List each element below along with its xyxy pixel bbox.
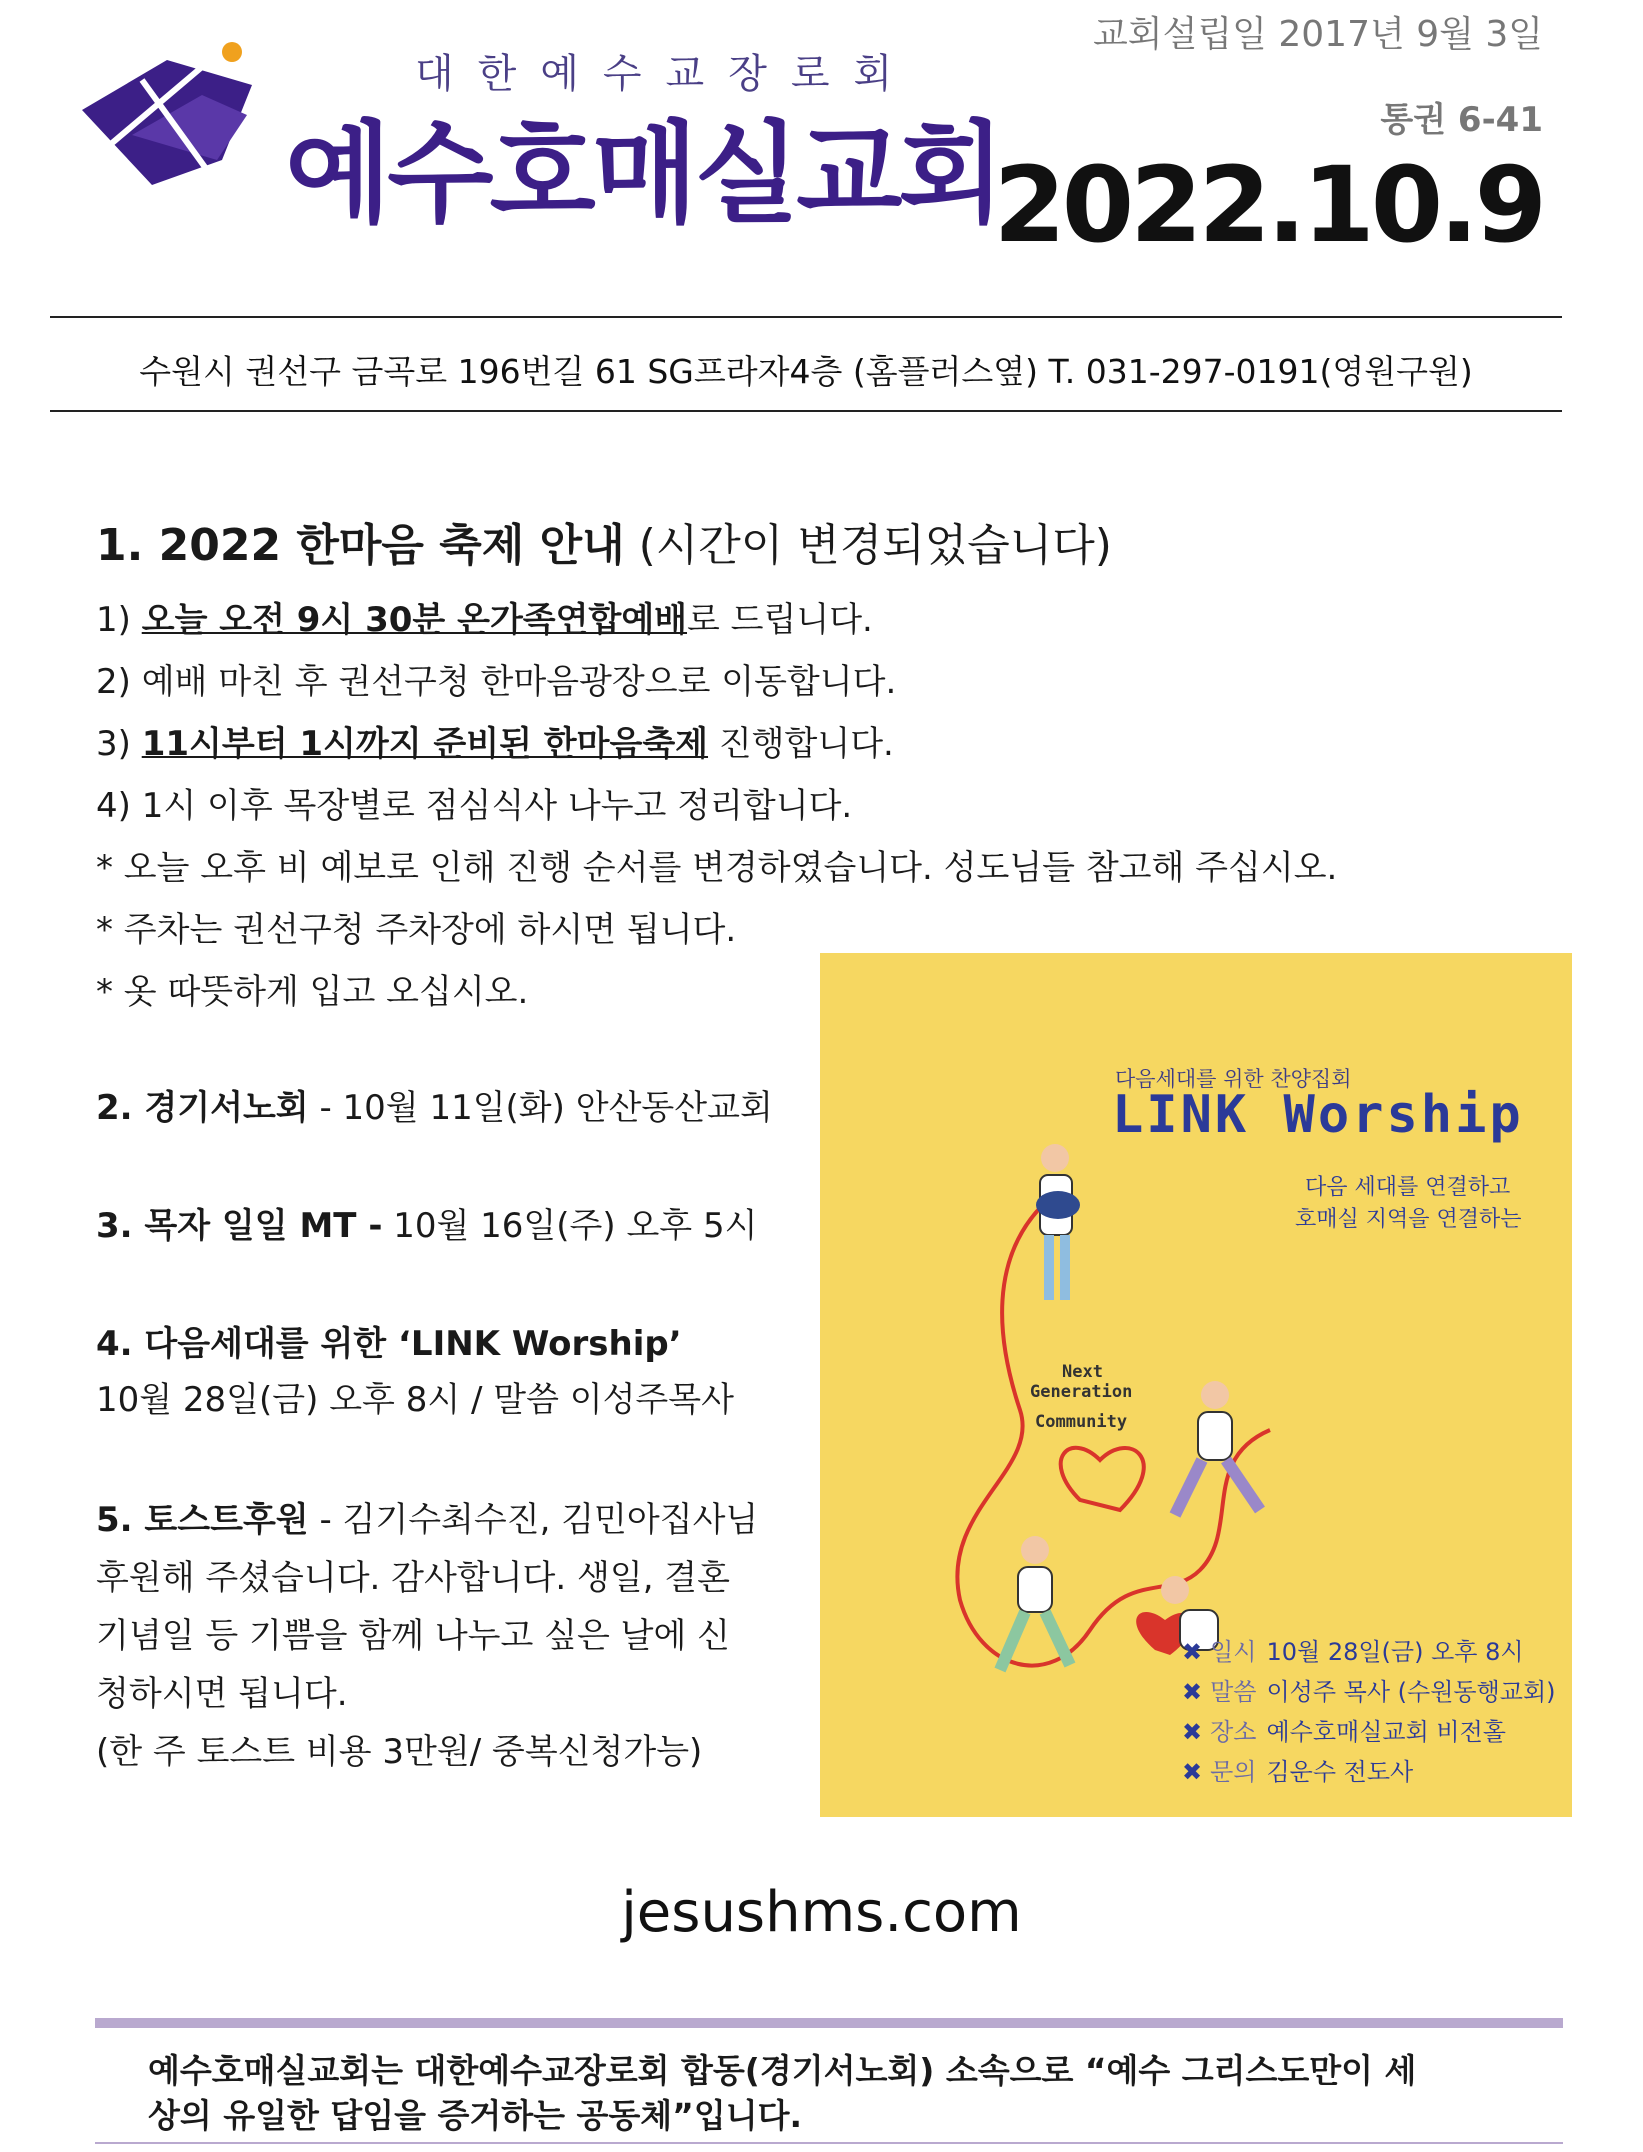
church-logo-icon bbox=[72, 40, 272, 190]
section-4-text: 10월 28일(금) 오후 8시 / 말씀 이성주목사 bbox=[96, 1380, 734, 1420]
divider bbox=[50, 316, 1562, 318]
poster-center-text: Generation bbox=[1030, 1382, 1133, 1402]
poster-info-row bbox=[1182, 1672, 1556, 1707]
section-5-text: (한 주 토스트 비용 3만원/ 중복신청가능) bbox=[96, 1732, 703, 1772]
section-1-title bbox=[96, 520, 1112, 573]
section-3 bbox=[96, 1206, 757, 1247]
poster-info-row bbox=[1182, 1712, 1506, 1747]
item-number: 3) bbox=[96, 724, 142, 764]
note-item: * 오늘 오후 비 예보로 인해 진행 순서를 변경하였습니다. 성도님들 참고해 주십시오. bbox=[96, 848, 1338, 888]
footer-divider bbox=[95, 2142, 1563, 2144]
section-1-heading: 1. 2022 한마음 축제 안내 bbox=[96, 520, 625, 571]
volume-number: 통권 6-41 bbox=[1380, 100, 1543, 140]
poster-center-text: Community bbox=[1035, 1412, 1128, 1432]
section-2-text: - 10월 11일(화) 안산동산교회 bbox=[308, 1088, 773, 1128]
section-2-title: 2. 경기서노회 bbox=[96, 1088, 309, 1128]
denomination-label: 대한예수교장로회 bbox=[415, 51, 917, 97]
poster-subtitle: 다음세대를 위한 찬양집회 bbox=[1115, 1067, 1352, 1091]
section-4-title: 4. 다음세대를 위한 ‘LINK Worship’ bbox=[96, 1324, 682, 1364]
section-3-text: 10월 16일(주) 오후 5시 bbox=[382, 1206, 758, 1246]
section-5-text: 기념일 등 기쁨을 함께 나누고 싶은 날에 신 bbox=[96, 1616, 730, 1656]
bulletin-date: 2022.10.9 bbox=[993, 144, 1543, 266]
info-key: 일시 bbox=[1210, 1638, 1257, 1666]
info-key: 말씀 bbox=[1210, 1678, 1257, 1706]
website-link[interactable]: jesushms.com bbox=[621, 1880, 1022, 1945]
section-5-text: - 김기수최수진, 김민아집사님 bbox=[308, 1500, 759, 1540]
church-address: 수원시 권선구 금곡로 196번길 61 SG프라자4층 (홈플러스옆) T. 031-297-0191(영원구원) bbox=[139, 352, 1473, 391]
section-5 bbox=[96, 1500, 758, 1541]
x-bullet-icon: ✖ bbox=[1182, 1758, 1203, 1786]
poster-info-row bbox=[1182, 1752, 1413, 1787]
item-text: 진행합니다. bbox=[708, 724, 894, 764]
list-item: 2) 예배 마친 후 권선구청 한마음광장으로 이동합니다. bbox=[96, 662, 897, 702]
section-5-title: 5. 토스트후원 bbox=[96, 1500, 309, 1540]
info-value: 김운수 전도사 bbox=[1266, 1758, 1414, 1786]
info-value: 10월 28일(금) 오후 8시 bbox=[1266, 1638, 1524, 1666]
x-bullet-icon: ✖ bbox=[1182, 1638, 1203, 1666]
footer-statement: 예수호매실교회는 대한예수교장로회 합동(경기서노회) 소속으로 “예수 그리스도만이 세 bbox=[148, 2051, 1417, 2090]
list-item: 4) 1시 이후 목장별로 점심식사 나누고 정리합니다. bbox=[96, 786, 853, 826]
footer-divider bbox=[95, 2018, 1563, 2028]
list-item bbox=[96, 724, 894, 765]
list-item bbox=[96, 600, 873, 641]
info-key: 문의 bbox=[1210, 1758, 1257, 1786]
section-5-text: 청하시면 됩니다. bbox=[96, 1674, 348, 1714]
church-name: 예수호매실교회 bbox=[285, 110, 1001, 238]
info-key: 장소 bbox=[1210, 1718, 1257, 1746]
poster-center-text: Next bbox=[1062, 1362, 1103, 1382]
founded-date: 교회설립일 2017년 9월 3일 bbox=[1093, 14, 1543, 55]
section-3-title: 3. 목자 일일 MT - bbox=[96, 1206, 383, 1246]
info-value: 이성주 목사 (수원동행교회) bbox=[1266, 1678, 1556, 1706]
poster-info-row bbox=[1182, 1632, 1524, 1667]
divider bbox=[50, 410, 1562, 412]
emphasis-text: 11시부터 1시까지 준비된 한마음축제 bbox=[141, 724, 709, 764]
poster-tagline: 다음 세대를 연결하고 bbox=[1305, 1175, 1511, 1200]
poster-tagline: 호매실 지역을 연결하는 bbox=[1295, 1207, 1522, 1232]
section-2 bbox=[96, 1088, 773, 1129]
item-text: 로 드립니다. bbox=[687, 600, 873, 640]
x-bullet-icon: ✖ bbox=[1182, 1718, 1203, 1746]
emphasis-text: 오늘 오전 9시 30분 온가족연합예배 bbox=[141, 600, 688, 640]
note-item: * 옷 따뜻하게 입고 오십시오. bbox=[96, 972, 529, 1012]
section-5-text: 후원해 주셨습니다. 감사합니다. 생일, 결혼 bbox=[96, 1558, 730, 1598]
poster-title: LINK Worship bbox=[1112, 1085, 1524, 1145]
item-number: 1) bbox=[96, 600, 142, 640]
footer-statement: 상의 유일한 답임을 증거하는 공동체”입니다. bbox=[148, 2096, 802, 2135]
section-1-note: (시간이 변경되었습니다) bbox=[624, 520, 1112, 571]
note-item: * 주차는 권선구청 주차장에 하시면 됩니다. bbox=[96, 910, 737, 950]
info-value: 예수호매실교회 비전홀 bbox=[1266, 1718, 1506, 1746]
x-bullet-icon: ✖ bbox=[1182, 1678, 1203, 1706]
